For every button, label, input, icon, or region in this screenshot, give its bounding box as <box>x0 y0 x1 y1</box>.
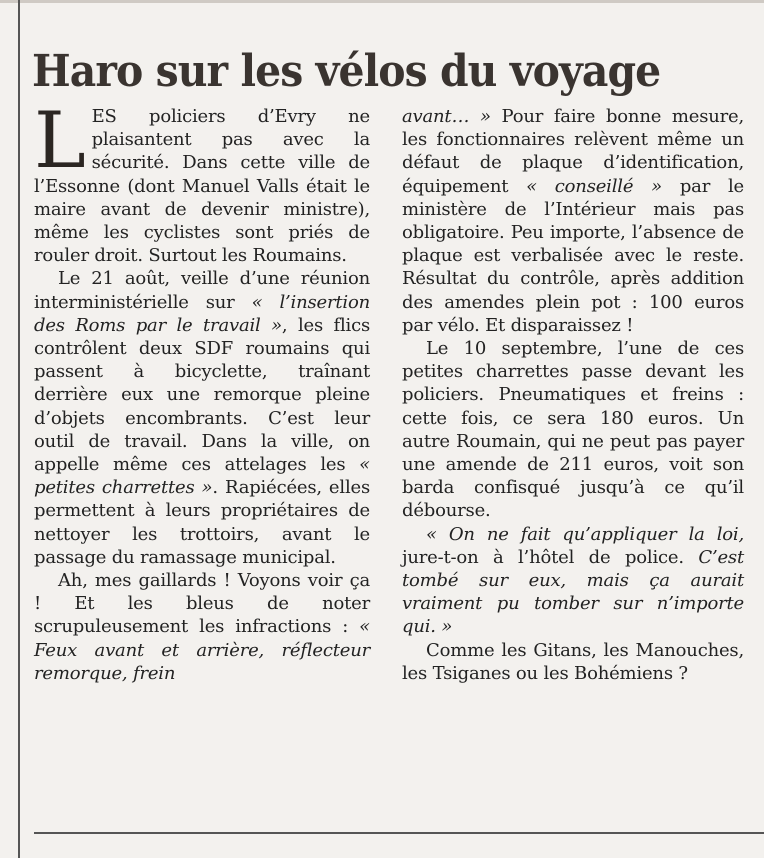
paragraph-4 <box>402 105 744 337</box>
headline: Haro sur les vélos du voyage <box>32 46 661 98</box>
quote-appliquer-la-loi: « On ne fait qu’appliquer la loi, <box>426 523 744 545</box>
paragraph-4-text-d: par le ministère de l’Intérieur mais pas obligatoire. Peu importe, l’absence de plaque est verbalisée avec le reste. Résultat du contrôle, après addition des amendes plein pot : 100 euros par vélo. Et disparaissez ! <box>402 175 744 336</box>
paragraph-3-text-a: Ah, mes gaillards ! Voyons voir ça ! Et les bleus de noter scrupuleusement les infractions : <box>34 570 370 638</box>
paragraph-2-text-a: Le 21 août, veille d’une réunion interministérielle sur <box>34 268 370 313</box>
article-column-left <box>34 96 371 685</box>
quote-tombe-sur-eux: C’est tombé sur eux, mais ça aurait vraiment pu tomber sur n’importe qui. » <box>402 546 744 638</box>
quote-avant: avant… » <box>402 106 491 127</box>
paragraph-1 <box>34 96 370 267</box>
paragraph-2-text-e: . Rapiécées, elles permettent à leurs propriétaires de nettoyer les trottoirs, avant le passage du ramassage municipal. <box>34 477 370 568</box>
quote-conseille: « conseillé » <box>526 175 662 197</box>
column-rule-left <box>18 0 20 858</box>
paragraph-2-text-c: , les flics contrôlent deux SDF roumains qui passent à bicyclette, traînant derrière eux une remorque pleine d’objets encombrants. C’est leur outil de travail. Dans la ville, on appelle même ces attelages les <box>34 314 371 476</box>
article-column-right <box>402 105 744 685</box>
quote-insertion-roms: « l’insertion des Roms par le travail » <box>34 291 370 336</box>
paragraph-4-text-b: Pour faire bonne mesure, les fonctionnaires relèvent même un défaut de plaque d’identification, équipement <box>402 106 745 197</box>
paragraph-5: Le 10 septembre, l’une de ces petites charrettes passe devant les policiers. Pneumatiques et freins : cette fois, ce sera 180 euros. Un autre Roumain, qui ne peut pas payer une amende de 211 euros, voit son barda confisqué jusqu’à ce qu’il débourse. <box>402 338 744 522</box>
paragraph-2 <box>34 267 370 569</box>
paragraph-3 <box>34 569 370 685</box>
drop-cap: L <box>34 96 86 186</box>
scan-edge-top <box>0 0 764 3</box>
paragraph-6-text-b: jure-t-on à l’hôtel de police. <box>402 546 699 568</box>
paragraph-7: Comme les Gitans, les Manouches, les Tsiganes ou les Bohémiens ? <box>402 639 744 684</box>
quote-petites-charrettes: « petites charrettes » <box>34 454 370 499</box>
paragraph-1-text: ES policiers d’Evry ne plaisantent pas avec la sécurité. Dans cette ville de l’Essonne (dont Manuel Valls était le maire avant de devenir ministre), même les cyclistes sont priés de rouler droit. Surtout les Roumains. <box>34 106 370 267</box>
quote-infractions: « Feux avant et arrière, réflecteur remorque, frein <box>34 616 370 684</box>
bottom-rule <box>34 832 764 834</box>
paragraph-6 <box>402 523 744 639</box>
